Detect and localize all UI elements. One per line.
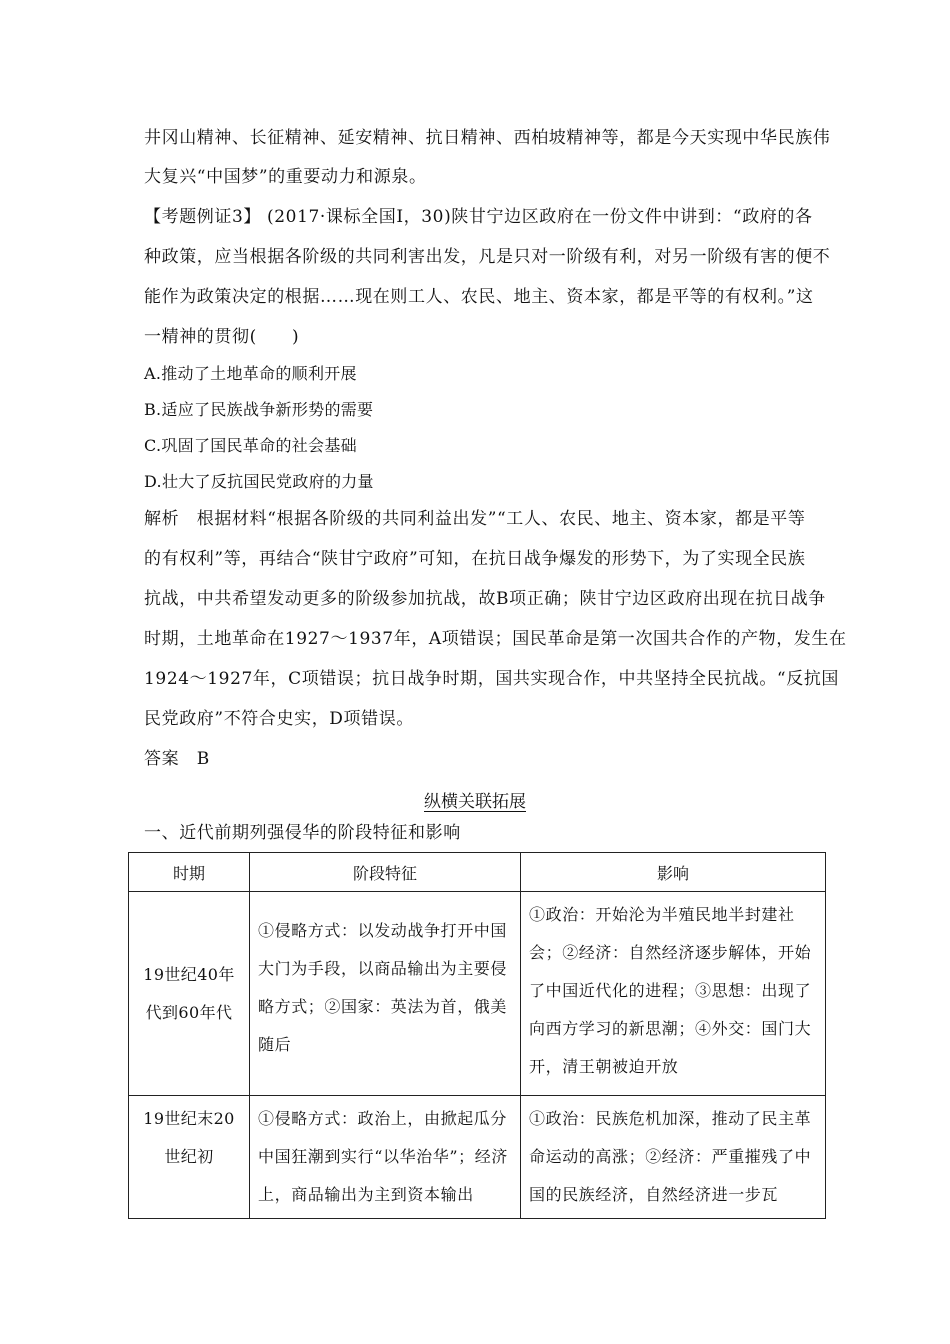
analysis-line: 1924～1927年，C项错误；抗日战争时期，国共实现合作，中共坚持全民抗战。“反抗国 xyxy=(144,669,840,689)
table-cell-impact xyxy=(521,1096,826,1219)
table-cell-impact xyxy=(521,892,826,1096)
subsection-title: 一、近代前期列强侵华的阶段特征和影响 xyxy=(144,823,461,843)
impact-text: ①政治：开始沦为半殖民地半封建社会；②经济：自然经济逐步解体，开始了中国近代化的进程；③思想：出现了向西方学习的新思潮；④外交：国门大开，清王朝被迫开放 xyxy=(529,905,812,1076)
table-header-row xyxy=(129,853,826,892)
option-b: B.适应了民族战争新形势的需要 xyxy=(144,400,374,419)
table-row xyxy=(129,1096,826,1219)
paragraph-line: 井冈山精神、长征精神、延安精神、抗日精神、西柏坡精神等，都是今天实现中华民族伟 xyxy=(144,128,831,148)
table-header-cell: 阶段特征 xyxy=(250,853,521,892)
analysis-line: 的有权利”等，再结合“陕甘宁政府”可知，在抗日战争爆发的形势下，为了实现全民族 xyxy=(144,549,806,569)
analysis-line: 抗战，中共希望发动更多的阶级参加抗战，故B项正确；陕甘宁边区政府出现在抗日战争 xyxy=(144,589,826,609)
example-heading-line: 【考题例证3】 (2017·课标全国Ⅰ，30)陕甘宁边区政府在一份文件中讲到：“政府的各 xyxy=(144,207,813,227)
analysis-line: 时期，土地革命在1927～1937年，A项错误；国民革命是第一次国共合作的产物，发生在 xyxy=(144,629,847,649)
option-c: C.巩固了国民革命的社会基础 xyxy=(144,436,357,455)
table-row xyxy=(129,892,826,1096)
example-line: 一精神的贯彻( ) xyxy=(144,327,300,347)
option-a: A.推动了土地革命的顺利开展 xyxy=(144,364,357,383)
paragraph-line: 大复兴“中国梦”的重要动力和源泉。 xyxy=(144,167,427,187)
feature-text: ①侵略方式：政治上，由掀起瓜分中国狂潮到实行“以华治华”；经济上，商品输出为主到资本输出 xyxy=(258,1109,508,1204)
table-cell-period xyxy=(129,1096,250,1219)
period-text: 19世纪末20世纪初 xyxy=(143,1109,235,1166)
comparison-table xyxy=(128,852,826,1219)
table-cell-feature xyxy=(250,892,521,1096)
option-d: D.壮大了反抗国民党政府的力量 xyxy=(144,472,374,491)
answer-line: 答案 B xyxy=(144,749,210,769)
analysis-line: 民党政府”不符合史实，D项错误。 xyxy=(144,709,414,729)
table-header-cell: 时期 xyxy=(129,853,250,892)
example-line: 能作为政策决定的根据……现在则工人、农民、地主、资本家，都是平等的有权利。”这 xyxy=(144,287,814,307)
impact-text: ①政治：民族危机加深，推动了民主革命运动的高涨；②经济：严重摧残了中国的民族经济，自然经济进一步瓦 xyxy=(529,1109,812,1204)
table-header-cell: 影响 xyxy=(521,853,826,892)
table-cell-period xyxy=(129,892,250,1096)
feature-text: ①侵略方式：以发动战争打开中国大门为手段，以商品输出为主要侵略方式；②国家：英法为首，俄美随后 xyxy=(258,921,508,1054)
analysis-line: 解析 根据材料“根据各阶级的共同利益出发”“工人、农民、地主、资本家，都是平等 xyxy=(144,509,806,529)
table-cell-feature xyxy=(250,1096,521,1219)
period-text: 19世纪40年代到60年代 xyxy=(143,964,235,1022)
section-title: 纵横关联拓展 xyxy=(424,792,526,812)
example-line: 种政策，应当根据各阶级的共同利害出发，凡是只对一阶级有利，对另一阶级有害的便不 xyxy=(144,247,831,267)
